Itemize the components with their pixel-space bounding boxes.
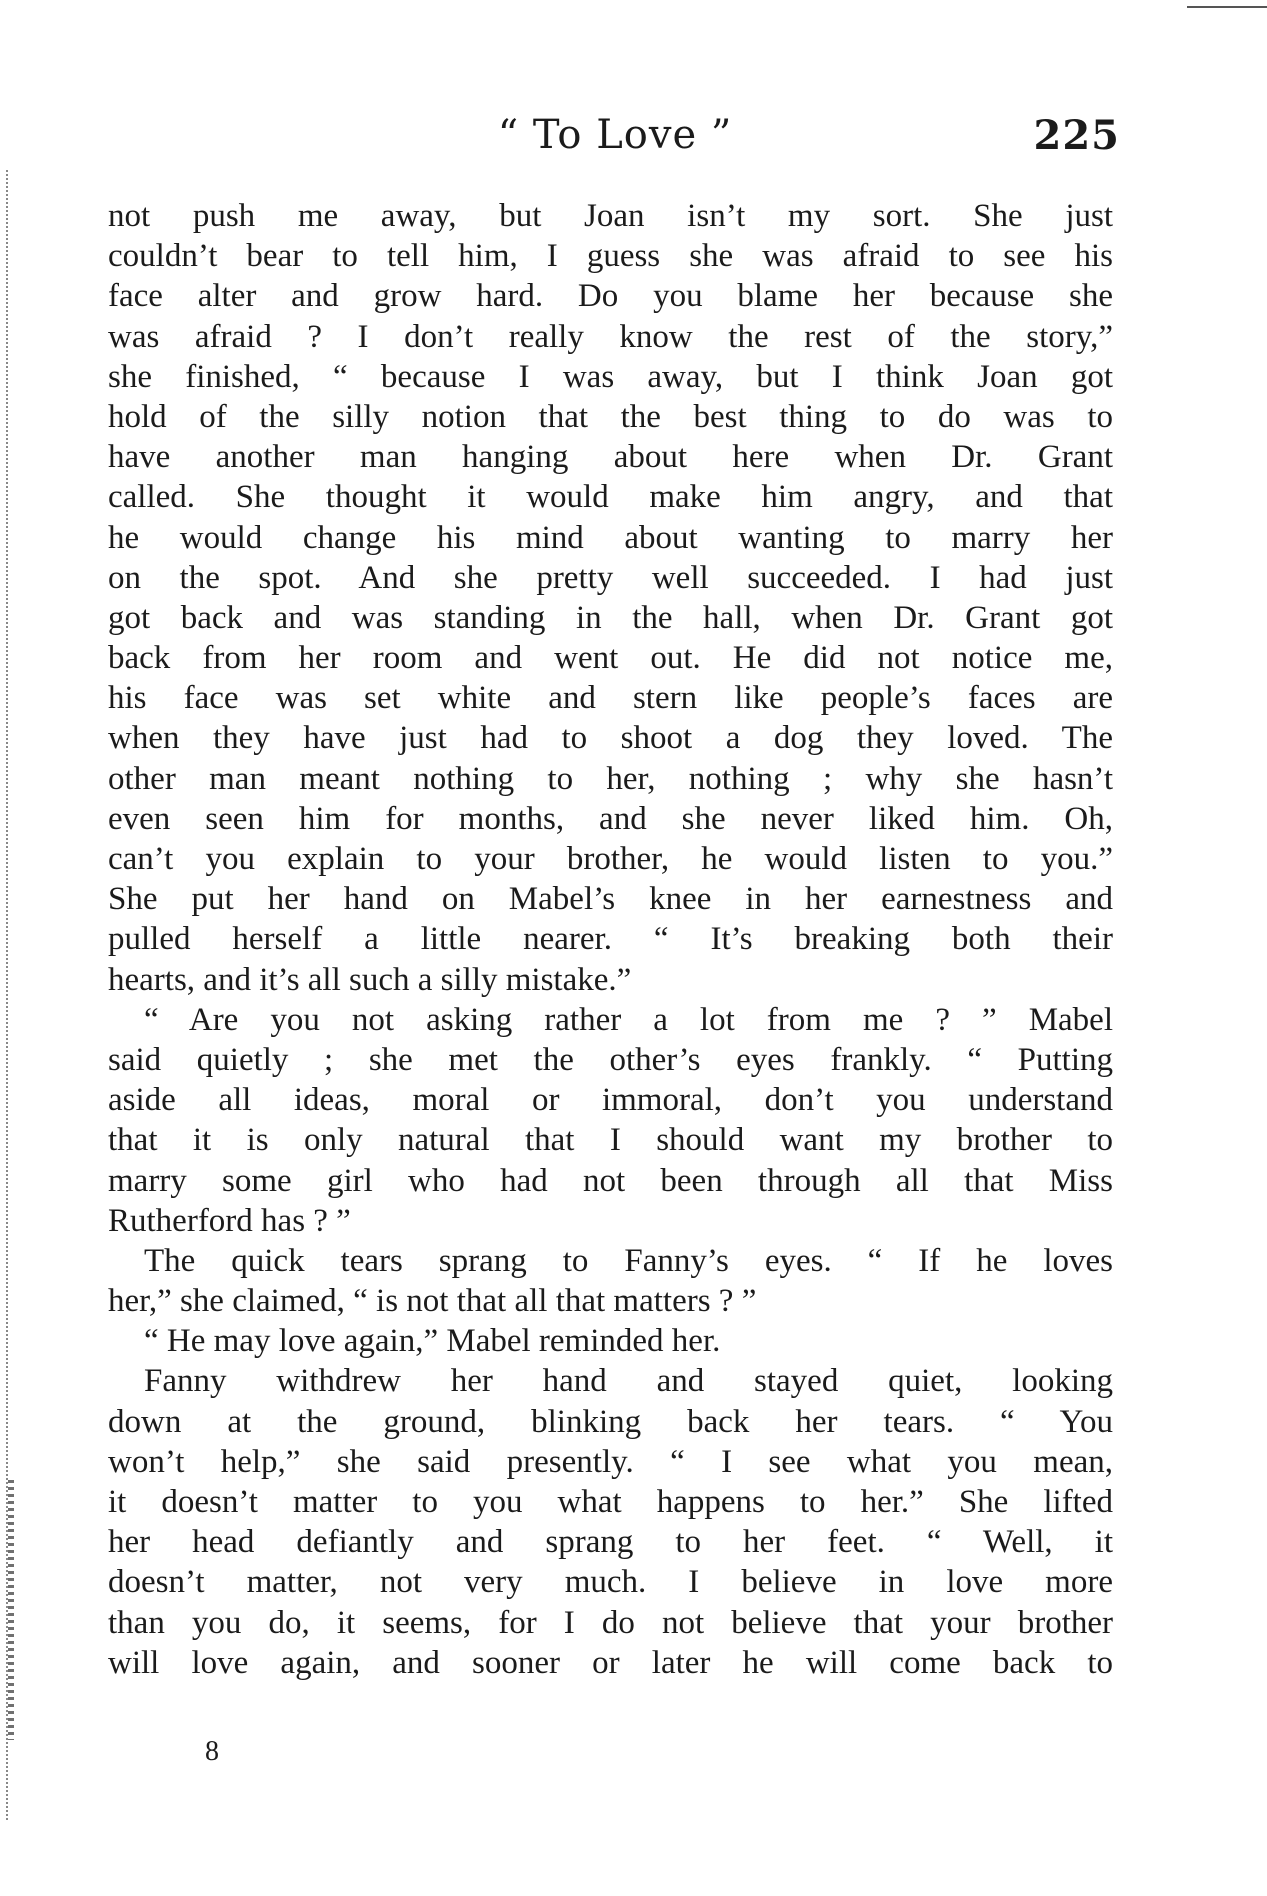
text-line: not push me away, but Joan isn’t my sort. She just <box>108 198 1113 234</box>
text-line: Rutherford has ? ” <box>108 1202 351 1239</box>
text-line: other man meant nothing to her, nothing ; why she hasn’t <box>108 760 1113 797</box>
text-line: got back and was standing in the hall, when Dr. Grant got <box>108 599 1113 636</box>
text-line: “ Are you not asking rather a lot from me ? ” Mabel <box>144 1001 1113 1038</box>
text-line: Fanny withdrew her hand and stayed quiet, looking <box>144 1363 1113 1400</box>
text-line: doesn’t matter, not very much. I believe in love more <box>108 1564 1113 1601</box>
text-line: can’t you explain to your brother, he would listen to you.” <box>108 841 1113 877</box>
text-line: couldn’t bear to tell him, I guess she was afraid to see his <box>108 238 1113 275</box>
text-line: hearts, and it’s all such a silly mistake.” <box>108 961 632 998</box>
text-line: back from her room and went out. He did not notice me, <box>108 640 1113 677</box>
text-line: than you do, it seems, for I do not believe that your brother <box>108 1604 1113 1641</box>
text-line: it doesn’t matter to you what happens to her.” She lifted <box>108 1484 1113 1520</box>
text-line: when they have just had to shoot a dog they loved. The <box>108 720 1113 757</box>
text-line: he would change his mind about wanting to marry her <box>108 519 1113 556</box>
printer-signature: 8 <box>205 1736 219 1767</box>
text-line: her head defiantly and sprang to her feet. “ Well, it <box>108 1524 1113 1561</box>
text-line: pulled herself a little nearer. “ It’s breaking both their <box>108 921 1113 958</box>
text-line: have another man hanging about here when Dr. Grant <box>108 439 1113 476</box>
text-line: The quick tears sprang to Fanny’s eyes. “ If he loves <box>144 1242 1113 1279</box>
text-line: on the spot. And she pretty well succeeded. I had just <box>108 559 1113 596</box>
page-number: 225 <box>1033 112 1120 159</box>
text-line: called. She thought it would make him angry, and that <box>108 479 1113 516</box>
text-line: down at the ground, blinking back her tears. “ You <box>108 1403 1113 1440</box>
text-line: his face was set white and stern like people’s faces are <box>108 680 1113 717</box>
body-text <box>108 196 1113 1683</box>
text-line: won’t help,” she said presently. “ I see what you mean, <box>108 1443 1113 1480</box>
text-line: hold of the silly notion that the best thing to do was to <box>108 398 1113 435</box>
running-title: “ To Love ” <box>497 112 733 158</box>
text-line: that it is only natural that I should want my brother to <box>108 1122 1113 1159</box>
text-line: she finished, “ because I was away, but I think Joan got <box>108 358 1113 395</box>
text-line: said quietly ; she met the other’s eyes frankly. “ Putting <box>108 1041 1113 1078</box>
text-line: She put her hand on Mabel’s knee in her earnestness and <box>108 881 1113 918</box>
text-line: marry some girl who had not been through all that Miss <box>108 1162 1113 1199</box>
text-line: “ He may love again,” Mabel reminded her. <box>144 1323 721 1360</box>
text-line: her,” she claimed, “ is not that all that matters ? ” <box>108 1283 757 1320</box>
text-line: will love again, and sooner or later he will come back to <box>108 1644 1113 1681</box>
text-line: even seen him for months, and she never liked him. Oh, <box>108 800 1113 837</box>
running-header <box>110 112 1120 172</box>
corner-rule <box>1187 6 1267 8</box>
page-edge-shadow <box>8 1480 14 1740</box>
text-line: face alter and grow hard. Do you blame her because she <box>108 278 1113 315</box>
text-line: was afraid ? I don’t really know the rest of the story,” <box>108 318 1113 355</box>
text-line: aside all ideas, moral or immoral, don’t you understand <box>108 1082 1113 1119</box>
